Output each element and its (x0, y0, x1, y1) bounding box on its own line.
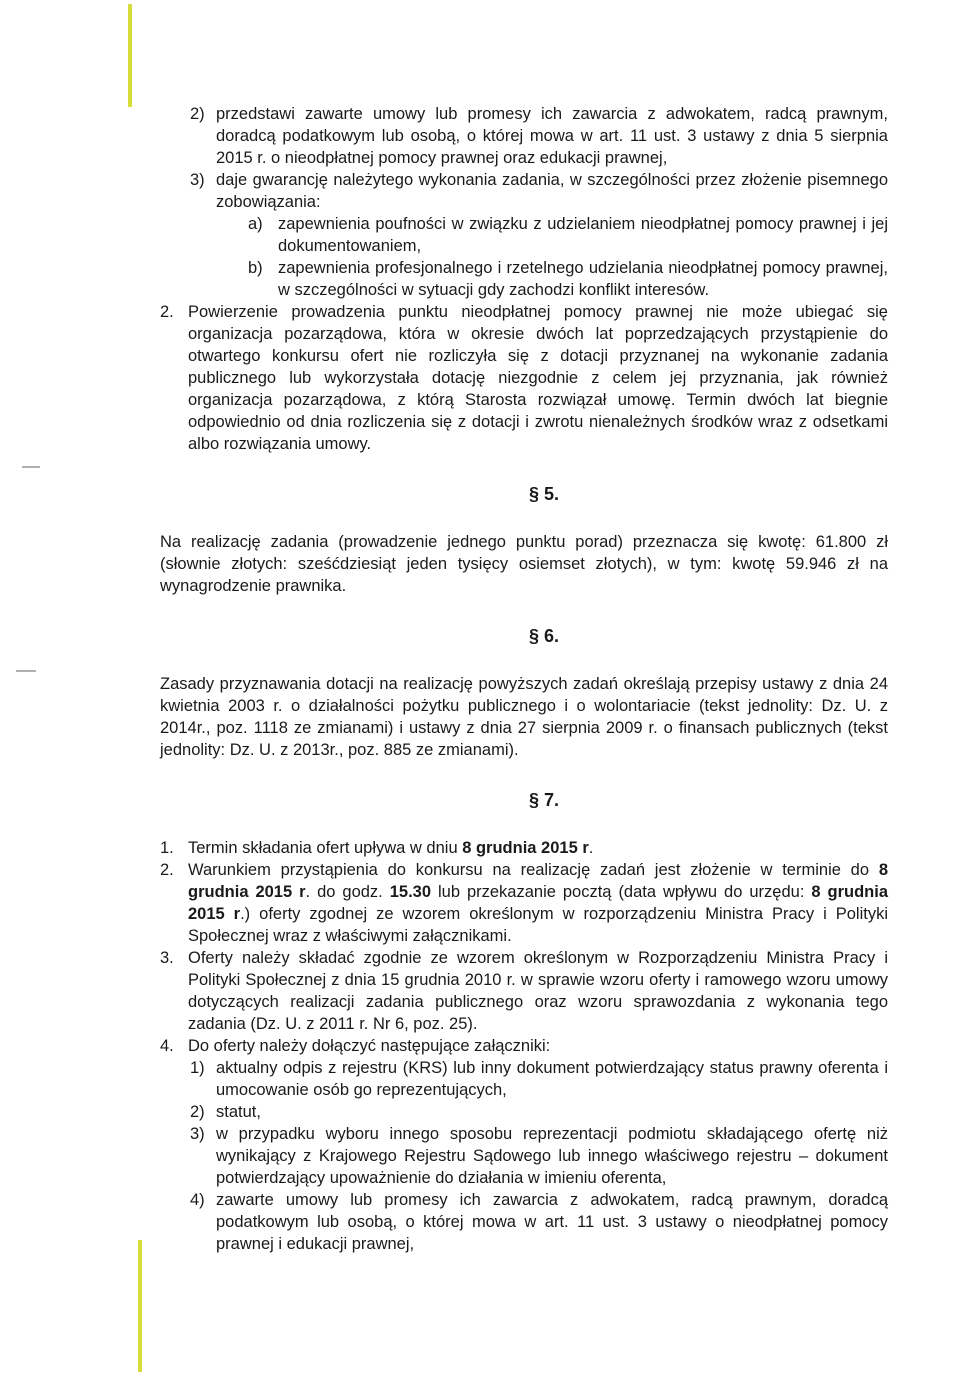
point-text: Warunkiem przystąpienia do konkursu na realizację zadań jest złożenie w terminie do (188, 861, 879, 879)
deadline-date: 8 grudnia 2015 r (188, 861, 888, 901)
point-number: 3. (160, 949, 174, 967)
section-7-point-3 (160, 947, 888, 1035)
point-number: 1. (160, 839, 174, 857)
highlighter-mark-top (128, 4, 132, 107)
section-7-point-1 (160, 837, 888, 859)
highlighter-mark-bottom (138, 1240, 142, 1372)
attachment-item-1 (160, 1057, 888, 1101)
list-number: 4) (190, 1191, 205, 1209)
list-letter: a) (248, 215, 263, 233)
deadline-date: 8 grudnia 2015 r (462, 839, 589, 857)
section-7-point-2 (160, 859, 888, 947)
deadline-time: 15.30 (389, 883, 432, 901)
list-item-text: zapewnienia profesjonalnego i rzetelnego udzielania nieodpłatnej pomocy prawnej, w szczególności w sytuacji gdy zachodzi konflikt interesów. (278, 259, 888, 299)
section-7-point-4 (160, 1035, 888, 1057)
list-item-b (160, 257, 888, 301)
section-5-title: § 5. (528, 484, 560, 504)
list-number: 1) (190, 1059, 205, 1077)
point-text: . do godz. (305, 883, 390, 901)
list-item-text: aktualny odpis z rejestru (KRS) lub inny dokument potwierdzający status prawny oferenta i umocowanie osób go reprezentujących, (216, 1059, 888, 1099)
point-text: . (588, 839, 594, 857)
list-item-2 (160, 103, 888, 169)
list-item-a (160, 213, 888, 257)
section-7-title: § 7. (528, 790, 560, 810)
point-text: Oferty należy składać zgodnie ze wzorem określonym w Rozporządzeniu Ministra Pracy i Polityki Społecznej z dnia 15 grudnia 2010 r. w sprawie wzoru oferty i ramowego wzoru umowy dotyczących realizacji zadania publicznego oraz wzoru sprawozdania z wykonania tego zadania (Dz. U. z 2011 r. Nr 6, poz. 25). (188, 949, 888, 1033)
attachment-item-2 (160, 1101, 888, 1123)
margin-dash-2 (16, 670, 36, 672)
point-number: 2. (160, 861, 174, 879)
section-5-text: Na realizację zadania (prowadzenie jednego punktu porad) przeznacza się kwotę: 61.800 zł (słownie złotych: sześćdziesiąt jeden tysięcy osiemset złotych), w tym: kwotę 59.946 zł na wynagrodzenie prawnika. (160, 533, 888, 595)
point-text: Termin składania ofert upływa w dniu (188, 839, 463, 857)
section-6-text: Zasady przyznawania dotacji na realizację powyższych zadań określają przepisy ustawy z dnia 24 kwietnia 2003 r. o działalności pożytku publicznego i o wolontariacie (tekst jednolity: Dz. U. z 2014r., poz. 1118 ze zmianami) i ustawy z dnia 27 sierpnia 2009 r. o finansach publicznych (tekst jednolity: Dz. U. z 2013r., poz. 885 ze zmianami). (160, 675, 888, 759)
list-item-text: daje gwarancję należytego wykonania zadania, w szczególności przez złożenie pisemnego zobowiązania: (216, 171, 888, 211)
list-item-text: statut, (216, 1103, 261, 1121)
deadline-date: 8 grudnia 2015 r (188, 883, 889, 923)
paragraph-text: Powierzenie prowadzenia punktu nieodpłatnej pomocy prawnej nie może ubiegać się organizacja pozarządowa, która w okresie dwóch lat poprzedzających przystąpienie do otwartego konkursu ofert nie rozliczyła się z dotacji przyznanej na wykonanie zadania publicznego lub wykorzystała dotację niezgodnie z celem jej przyznania, jak również organizacja pozarządowa, z którą Starosta rozwiązał umowę. Termin dwóch lat biegnie odpowiednio od dnia rozliczenia się z dotacji i zwrotu nienależnych środków wraz z odsetkami albo rozwiązania umowy. (188, 303, 888, 453)
list-number: 3) (190, 171, 205, 189)
list-item-3 (160, 169, 888, 213)
point-text: Do oferty należy dołączyć następujące załączniki: (188, 1037, 551, 1055)
list-number: 2) (190, 1103, 205, 1121)
margin-dash-1 (22, 466, 40, 468)
list-item-text: w przypadku wyboru innego sposobu reprezentacji podmiotu składającego ofertę niż wynikający z Krajowego Rejestru Sądowego lub innego właściwego rejestru – dokument potwierdzający upoważnienie do działania w imieniu oferenta, (216, 1125, 888, 1187)
attachment-item-4 (160, 1189, 888, 1255)
list-item-text: zapewnienia poufności w związku z udzielaniem nieodpłatnej pomocy prawnej i jej dokumentowaniem, (278, 215, 888, 255)
paragraph-number: 2. (160, 303, 174, 321)
list-number: 3) (190, 1125, 205, 1143)
paragraph-2 (160, 301, 888, 455)
list-item-text: zawarte umowy lub promesy ich zawarcia z adwokatem, radcą prawnym, doradcą podatkowym lub osobą, o której mowa w art. 11 ust. 3 ustawy o nieodpłatnej pomocy prawnej i edukacji prawnej, (216, 1191, 888, 1253)
list-item-text: przedstawi zawarte umowy lub promesy ich zawarcia z adwokatem, radcą prawnym, doradcą podatkowym lub osobą, o której mowa w art. 11 ust. 3 ustawy z dnia 5 sierpnia 2015 r. o nieodpłatnej pomocy prawnej oraz edukacji prawnej, (216, 105, 888, 167)
section-6-title: § 6. (528, 626, 560, 646)
point-text: lub przekazanie pocztą (data wpływu do urzędu: (431, 883, 812, 901)
document-body (160, 103, 888, 1255)
attachment-item-3 (160, 1123, 888, 1189)
list-letter: b) (248, 259, 263, 277)
point-text: .) oferty zgodnej ze wzorem określonym w rozporządzeniu Ministra Pracy i Polityki Społecznej wraz z właściwymi załącznikami. (188, 905, 888, 945)
list-number: 2) (190, 105, 205, 123)
point-number: 4. (160, 1037, 174, 1055)
